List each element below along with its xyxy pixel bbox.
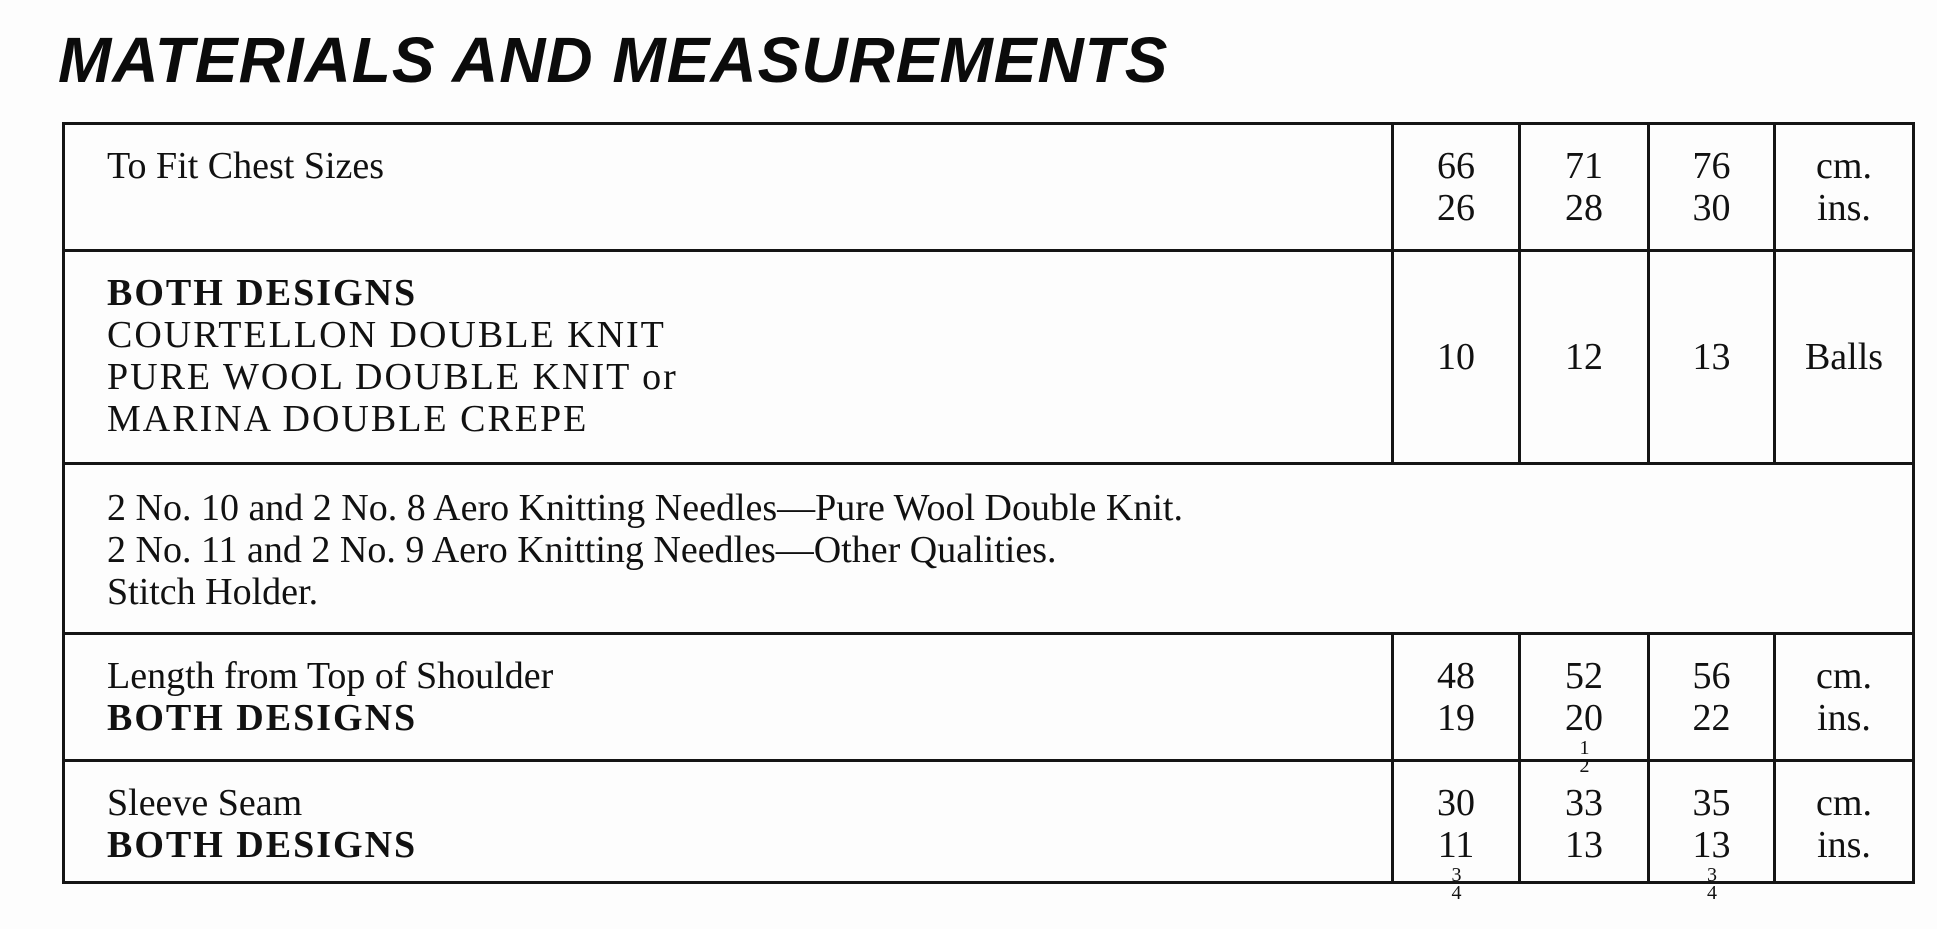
needles-line: Stitch Holder. <box>107 571 319 613</box>
unit-cell <box>1776 252 1912 462</box>
fraction: 3 4 <box>1451 864 1462 904</box>
size-3-cell <box>1650 762 1773 904</box>
chest-size-row <box>65 125 1912 252</box>
sleeve-row <box>65 762 1912 904</box>
unit-cell <box>1776 125 1912 249</box>
length-label: Length from Top of Shoulder <box>107 655 554 697</box>
size-2-cell <box>1521 125 1647 249</box>
unit-cell <box>1776 762 1912 881</box>
length-cm-value: 48 <box>1437 655 1475 697</box>
unit-cell <box>1776 635 1912 759</box>
size-1-cell <box>1394 635 1518 759</box>
chest-cm-value: 76 <box>1692 145 1731 187</box>
balls-value: 13 <box>1692 336 1731 378</box>
size-2-cell <box>1521 762 1647 881</box>
chest-ins-value: 26 <box>1437 187 1475 229</box>
length-row <box>65 635 1912 777</box>
both-designs-label: BOTH DESIGNS <box>107 272 418 314</box>
needles-line: 2 No. 11 and 2 No. 9 Aero Knitting Needles—Other Qualities. <box>107 529 1057 571</box>
length-cm-value: 56 <box>1692 655 1731 697</box>
needles-row <box>65 465 1912 635</box>
yarn-row <box>65 252 1912 465</box>
balls-unit-label: Balls <box>1804 336 1884 378</box>
unit-ins-label: ins. <box>1817 187 1871 229</box>
chest-size-label: To Fit Chest Sizes <box>107 145 385 187</box>
sleeve-label-block <box>107 782 417 866</box>
sleeve-cm-value: 30 <box>1437 782 1475 824</box>
chest-cm-value: 71 <box>1565 145 1603 187</box>
both-designs-label: BOTH DESIGNS <box>107 697 418 739</box>
length-cm-value: 52 <box>1565 655 1603 697</box>
unit-cm-label: cm. <box>1816 782 1872 824</box>
size-3-cell <box>1650 252 1773 462</box>
sleeve-label: Sleeve Seam <box>107 782 303 824</box>
balls-value: 10 <box>1437 336 1475 378</box>
sleeve-ins-value: 13 3 4 <box>1692 824 1731 904</box>
needles-label-block <box>107 487 1183 613</box>
sleeve-ins-value: 11 3 4 <box>1437 824 1475 904</box>
size-3-cell <box>1650 125 1773 249</box>
chest-cm-value: 66 <box>1437 145 1475 187</box>
needles-line: 2 No. 10 and 2 No. 8 Aero Knitting Needles—Pure Wool Double Knit. <box>107 487 1183 529</box>
yarn-name: COURTELLON DOUBLE KNIT <box>107 314 666 356</box>
length-label-block <box>107 655 553 739</box>
yarn-name: PURE WOOL DOUBLE KNIT or <box>107 356 678 398</box>
yarn-name: MARINA DOUBLE CREPE <box>107 398 589 440</box>
balls-value: 12 <box>1565 336 1603 378</box>
both-designs-label: BOTH DESIGNS <box>107 824 418 866</box>
fraction: 1 2 <box>1579 737 1590 777</box>
unit-cm-label: cm. <box>1816 655 1872 697</box>
materials-table <box>62 122 1915 904</box>
sleeve-cm-value: 33 <box>1565 782 1603 824</box>
chest-size-label-block <box>107 145 384 187</box>
size-1-cell <box>1394 762 1518 904</box>
length-ins-value: 22 <box>1692 697 1731 739</box>
sleeve-ins-value: 13 <box>1565 824 1603 866</box>
size-1-cell <box>1394 125 1518 249</box>
page-title: MATERIALS AND MEASUREMENTS <box>58 24 1169 96</box>
size-2-cell <box>1521 252 1647 462</box>
chest-ins-value: 28 <box>1565 187 1603 229</box>
size-3-cell <box>1650 635 1773 759</box>
unit-ins-label: ins. <box>1817 824 1871 866</box>
unit-ins-label: ins. <box>1817 697 1871 739</box>
sleeve-cm-value: 35 <box>1692 782 1731 824</box>
length-ins-value: 20 1 2 <box>1565 697 1603 777</box>
size-2-cell <box>1521 635 1647 777</box>
fraction: 3 4 <box>1707 864 1717 904</box>
size-1-cell <box>1394 252 1518 462</box>
yarn-label-block <box>107 272 678 440</box>
chest-ins-value: 30 <box>1692 187 1731 229</box>
length-ins-value: 19 <box>1437 697 1475 739</box>
unit-cm-label: cm. <box>1816 145 1872 187</box>
